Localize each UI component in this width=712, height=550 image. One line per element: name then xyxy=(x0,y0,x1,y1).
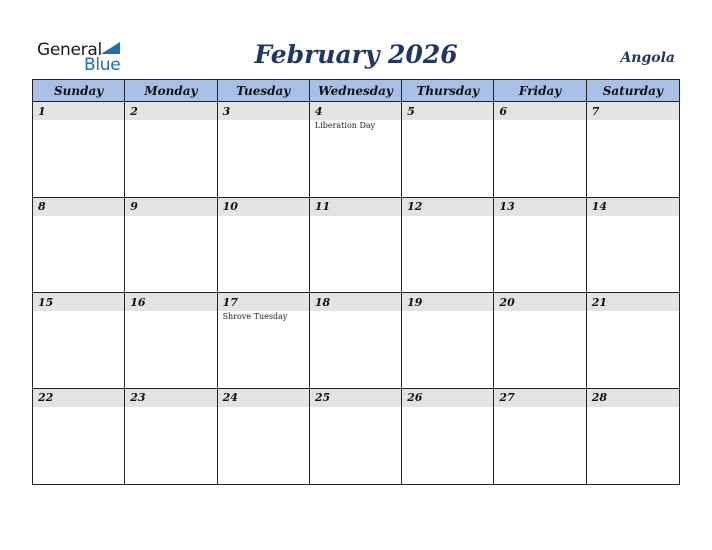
day-number: 2 xyxy=(125,102,216,120)
day-number: 18 xyxy=(310,293,401,311)
day-number: 4 xyxy=(310,102,401,120)
day-cell[interactable] xyxy=(402,198,494,294)
day-number: 21 xyxy=(587,293,679,311)
weekday-header-sunday: Sunday xyxy=(33,80,125,102)
day-number: 20 xyxy=(494,293,585,311)
weekday-header-thursday: Thursday xyxy=(402,80,494,102)
day-number: 10 xyxy=(218,198,309,216)
day-number: 3 xyxy=(218,102,309,120)
day-number: 5 xyxy=(402,102,493,120)
day-cell[interactable] xyxy=(310,389,402,485)
day-cell[interactable] xyxy=(125,293,217,389)
day-number: 12 xyxy=(402,198,493,216)
holiday-label: Liberation Day xyxy=(314,121,376,130)
day-number: 8 xyxy=(33,198,124,216)
day-cell[interactable] xyxy=(218,198,310,294)
day-number: 9 xyxy=(125,198,216,216)
day-number: 17 xyxy=(218,293,309,311)
day-cell[interactable] xyxy=(587,198,679,294)
day-number: 13 xyxy=(494,198,585,216)
day-cell[interactable] xyxy=(125,389,217,485)
day-number: 28 xyxy=(587,389,679,407)
day-cell[interactable] xyxy=(402,389,494,485)
month-calendar-grid xyxy=(32,79,680,485)
day-cell[interactable] xyxy=(310,293,402,389)
day-cell[interactable] xyxy=(33,389,125,485)
day-cell[interactable] xyxy=(33,198,125,294)
day-cell[interactable] xyxy=(587,389,679,485)
day-cell[interactable] xyxy=(218,102,310,198)
day-number: 24 xyxy=(218,389,309,407)
day-cell[interactable] xyxy=(125,198,217,294)
weekday-header-friday: Friday xyxy=(494,80,586,102)
day-cell[interactable] xyxy=(494,389,586,485)
day-cell[interactable] xyxy=(33,293,125,389)
day-number: 26 xyxy=(402,389,493,407)
day-number: 1 xyxy=(33,102,124,120)
holiday-label: Shrove Tuesday xyxy=(222,312,288,321)
day-number: 6 xyxy=(494,102,585,120)
day-cell[interactable] xyxy=(587,102,679,198)
day-cell[interactable] xyxy=(402,293,494,389)
day-cell[interactable] xyxy=(218,293,310,389)
logo-text-blue: Blue xyxy=(84,55,121,75)
day-cell[interactable] xyxy=(402,102,494,198)
day-cell[interactable] xyxy=(310,102,402,198)
day-number: 16 xyxy=(125,293,216,311)
logo-text-general: General xyxy=(37,40,102,60)
country-label: Angola xyxy=(620,50,675,66)
day-cell[interactable] xyxy=(494,198,586,294)
day-number: 23 xyxy=(125,389,216,407)
day-cell[interactable] xyxy=(494,102,586,198)
day-number: 11 xyxy=(310,198,401,216)
weekday-header-wednesday: Wednesday xyxy=(310,80,402,102)
weekday-header-saturday: Saturday xyxy=(587,80,679,102)
day-cell[interactable] xyxy=(494,293,586,389)
day-number: 27 xyxy=(494,389,585,407)
day-number: 14 xyxy=(587,198,679,216)
day-number: 25 xyxy=(310,389,401,407)
day-cell[interactable] xyxy=(218,389,310,485)
day-cell[interactable] xyxy=(310,198,402,294)
day-number: 15 xyxy=(33,293,124,311)
weekday-header-monday: Monday xyxy=(125,80,217,102)
weekday-header-tuesday: Tuesday xyxy=(218,80,310,102)
day-cell[interactable] xyxy=(33,102,125,198)
calendar-title: February 2026 xyxy=(254,40,458,69)
day-cell[interactable] xyxy=(587,293,679,389)
day-number: 19 xyxy=(402,293,493,311)
day-number: 22 xyxy=(33,389,124,407)
day-cell[interactable] xyxy=(125,102,217,198)
day-number: 7 xyxy=(587,102,679,120)
